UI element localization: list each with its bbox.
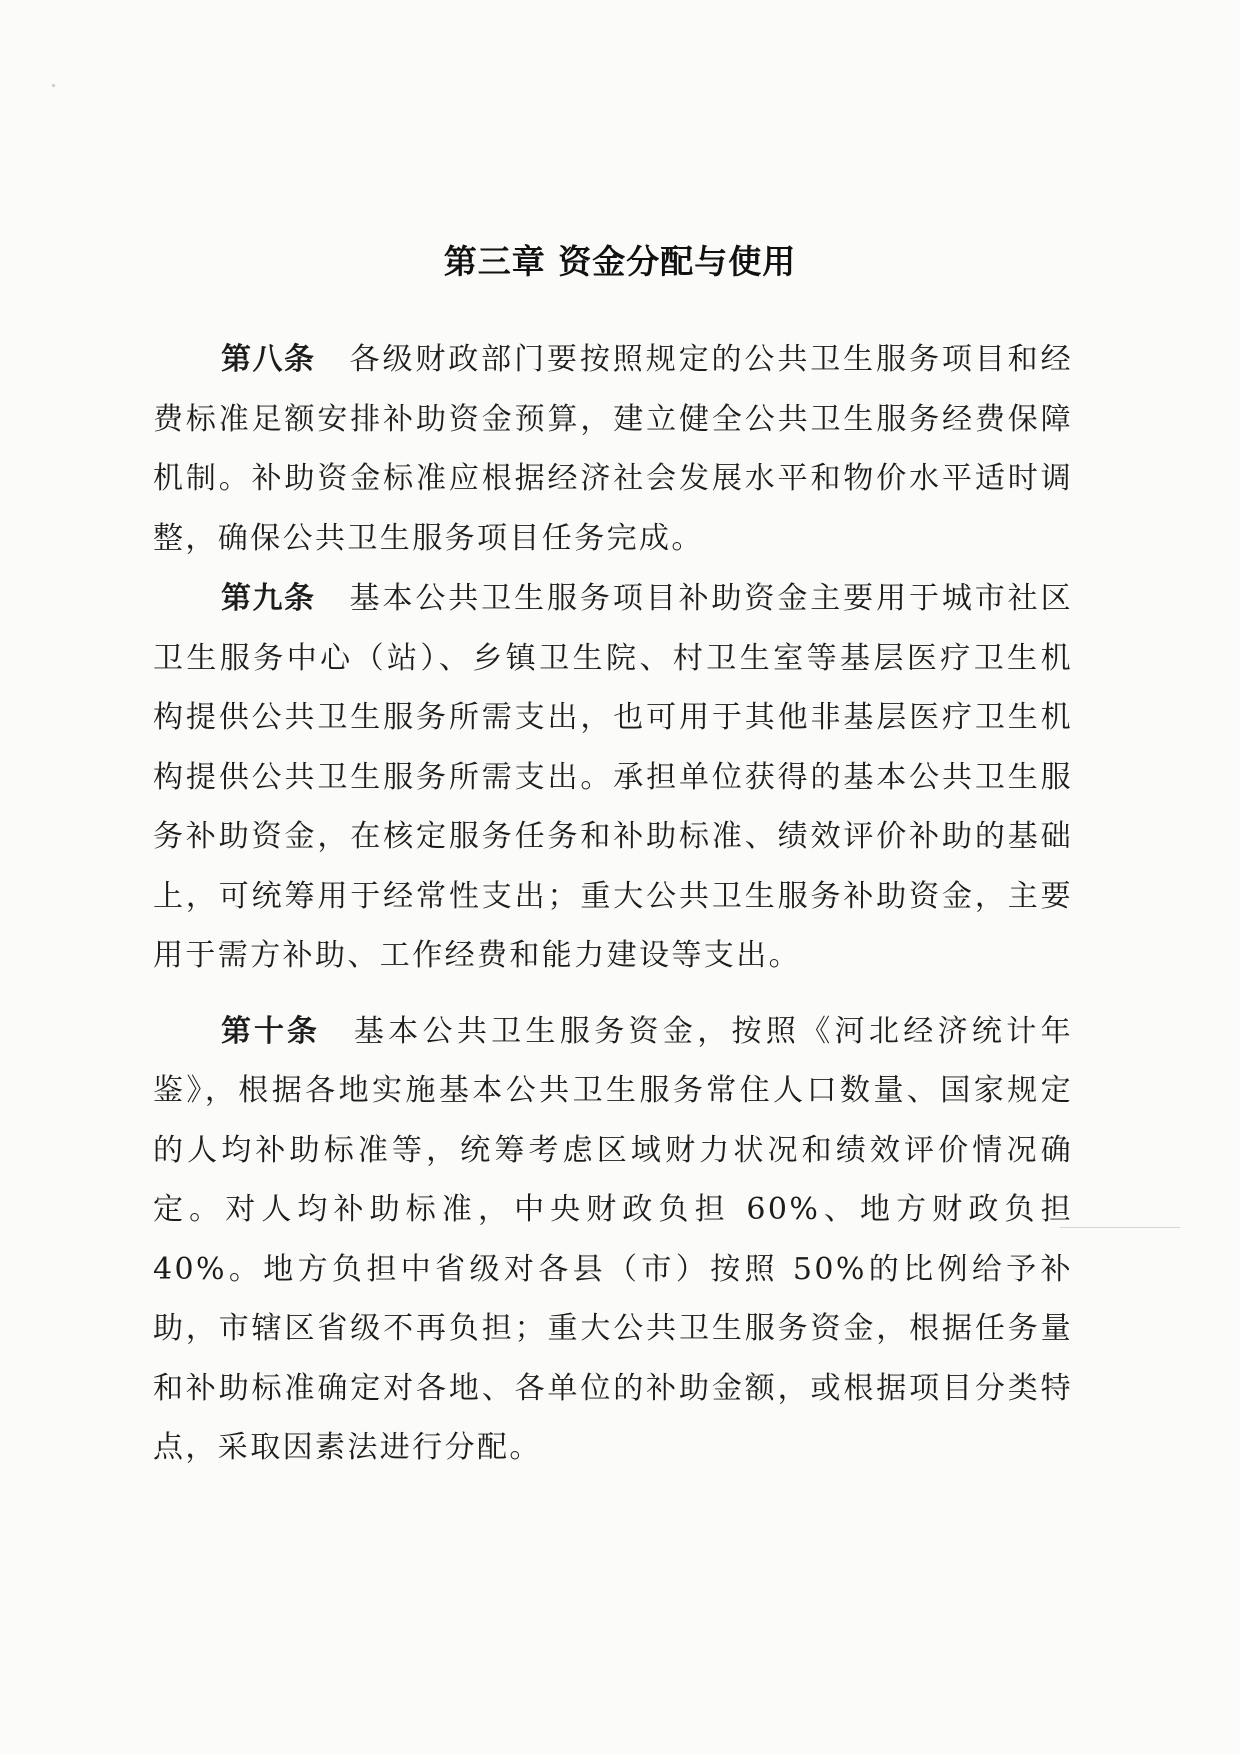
article-heading: 第十条 [221,1013,320,1049]
document-body [153,330,1073,1479]
article-heading: 第九条 [221,581,316,616]
article-9 [153,569,1073,986]
article-10 [153,1002,1073,1478]
article-text: 各级财政部门要按照规定的公共卫生服务项目和经费标准足额安排补助资金预算，建立健全公共卫生服务经费保障机制。补助资金标准应根据经济社会发展水平和物价水平适时调整，确保公共卫生服务项目任务完成。 [153,342,1073,556]
scan-line [1060,1227,1180,1228]
article-text: 基本公共卫生服务资金，按照《河北经济统计年鉴》，根据各地实施基本公共卫生服务常住人口数量、国家规定的人均补助标准等，统筹考虑区域财力状况和绩效评价情况确定。对人均补助标准，中央财政负担 60%、地方财政负担 40%。地方负担中省级对各县（市）按照 50%的比例给予补助，市辖区省级不再负担；重大公共卫生服务资金，根据任务量和补助标准确定对各地、各单位的补助金额，或根据项目分类特点，采取因素法进行分配。 [153,1013,1074,1465]
article-heading: 第八条 [221,342,316,377]
article-text: 基本公共卫生服务项目补助资金主要用于城市社区卫生服务中心（站）、乡镇卫生院、村卫生室等基层医疗卫生机构提供公共卫生服务所需支出，也可用于其他非基层医疗卫生机构提供公共卫生服务所需支出。承担单位获得的基本公共卫生服务补助资金，在核定服务任务和补助标准、绩效评价补助的基础上，可统筹用于经常性支出；重大公共卫生服务补助资金，主要用于需方补助、工作经费和能力建设等支出。 [153,581,1073,973]
article-8 [153,330,1073,568]
scan-speck [52,84,55,87]
chapter-title: 第三章 资金分配与使用 [443,242,797,281]
